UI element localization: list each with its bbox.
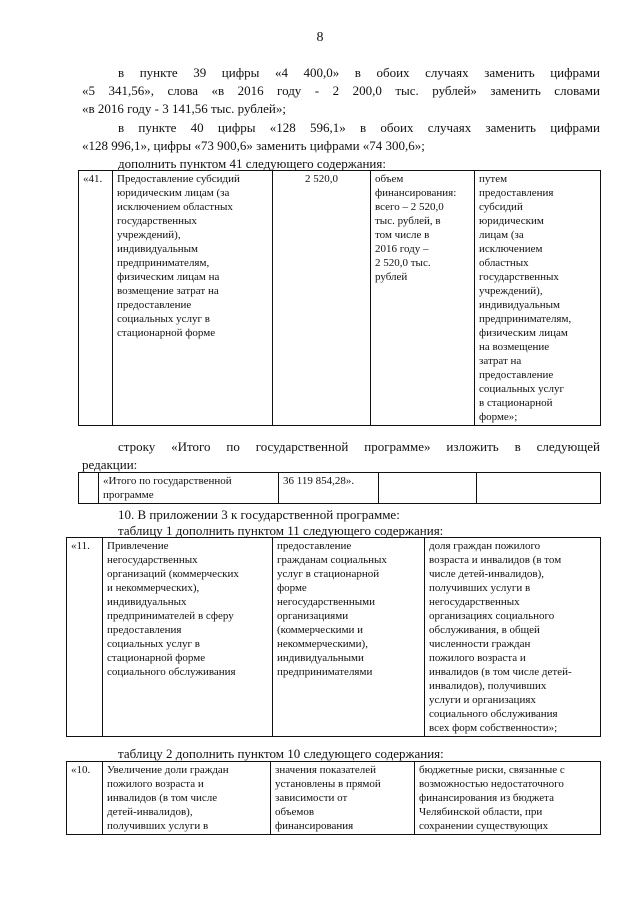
text-line: таблицу 2 дополнить пунктом 10 следующего содержания: (118, 746, 444, 761)
table-itogo (78, 472, 601, 504)
text-line: «5 341,56», слова «в 2016 году - 2 200,0 тыс. рублей» заменить словами (82, 83, 600, 98)
cell-financing: объем финансирования: всего – 2 520,0 тыс. рублей, в том числе в 2016 году – 2 520,0 тыс. рублей (371, 171, 475, 426)
text-line: «в 2016 году - 3 141,56 тыс. рублей»; (82, 101, 286, 116)
row-number: «10. (67, 762, 103, 835)
text-line: «128 996,1», цифры «73 900,6» заменить цифрами «74 300,6»; (82, 138, 425, 153)
cell-itogo-value: 36 119 854,28». (279, 473, 379, 504)
row-number: «11. (67, 538, 103, 737)
table-item-10 (66, 761, 601, 835)
text-line: в пункте 39 цифры «4 400,0» в обоих случаях заменить цифрами (118, 65, 600, 80)
table-row (67, 538, 601, 737)
empty-cell (79, 473, 99, 504)
cell-method: путем предоставления субсидий юридическим лицам (за исключением областных государственных учреждений), индивидуальным предпринимателям, физическим лицам на возмещение затрат на предоставление социальных услуг в стационарной форме»; (475, 171, 601, 426)
row-number: «41. (79, 171, 113, 426)
cell-itogo-label: «Итого по государственной программе (99, 473, 279, 504)
cell-dependency: значения показателей установлены в прямой зависимости от объемов финансирования (271, 762, 415, 835)
page-number: 8 (316, 30, 324, 45)
table-item-11 (66, 537, 601, 737)
table-row (79, 171, 601, 426)
cell-goal: Увеличение доли граждан пожилого возраста и инвалидов (в том числе детей-инвалидов), получивших услуги в (103, 762, 271, 835)
cell-indicator: доля граждан пожилого возраста и инвалидов (в том числе детей-инвалидов), получивших услуги в негосударственных организациях социального обслуживания, в общей численности граждан пожилого возраста и инвалидов (в том числе детей- инвалидов), получивших услуги и организациях социального обслуживания всех форм собственности»; (425, 538, 601, 737)
text-line: 10. В приложении 3 к государственной программе: (118, 507, 400, 522)
table-row (67, 762, 601, 835)
cell-risks: бюджетные риски, связанные с возможностью недостаточного финансирования из бюджета Челябинской области, при сохранении существующих (415, 762, 601, 835)
cell-event: Привлечение негосударственных организаций (коммерческих и некоммерческих), индивидуальных предпринимателей в сферу предоставления социальных услуг в стационарной форме социального обслуживания (103, 538, 273, 737)
table-item-41 (78, 170, 601, 426)
text-line: таблицу 1 дополнить пунктом 11 следующего содержания: (118, 523, 444, 538)
cell-amount: 2 520,0 (273, 171, 371, 426)
text-line: строку «Итого по государственной программе» изложить в следующей (118, 439, 600, 454)
cell-result: предоставление гражданам социальных услуг в стационарной форме негосударственными организациями (коммерческими и некоммерческими), индивидуальными предпринимателями (273, 538, 425, 737)
empty-cell (379, 473, 477, 504)
cell-measure: Предоставление субсидий юридическим лицам (за исключением областных государственных учреждений), индивидуальным предпринимателям, физическим лицам на возмещение затрат на предоставление социальных услуг в стационарной форме (113, 171, 273, 426)
table-row (79, 473, 601, 504)
text-line: дополнить пунктом 41 следующего содержания: (118, 156, 386, 171)
text-line: в пункте 40 цифры «128 596,1» в обоих случаях заменить цифрами (118, 120, 600, 135)
text-line: редакции: (82, 457, 138, 472)
empty-cell (477, 473, 601, 504)
